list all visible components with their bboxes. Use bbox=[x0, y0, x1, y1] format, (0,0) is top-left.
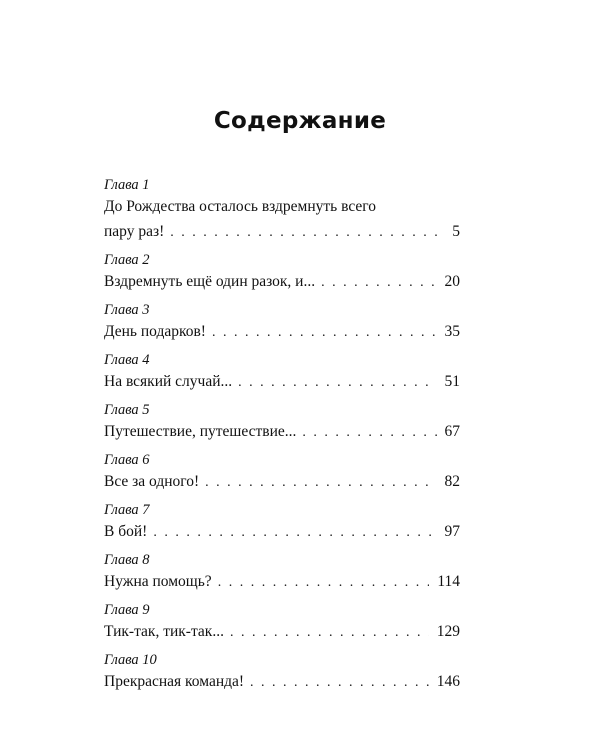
chapter-title: На всякий случай... bbox=[104, 373, 233, 390]
page-title: Содержание bbox=[213, 108, 387, 134]
chapter-title: В бой! bbox=[104, 523, 148, 540]
toc-line bbox=[104, 320, 460, 344]
chapter-label: Глава 8 bbox=[104, 552, 150, 568]
chapter-title: Прекрасная команда! bbox=[104, 673, 245, 690]
page-number: 67 bbox=[444, 423, 460, 440]
chapter-title: До Рождества осталось вздремнуть всего bbox=[104, 198, 377, 215]
chapter-label: Глава 2 bbox=[104, 252, 150, 268]
page-number: 97 bbox=[444, 523, 460, 540]
dot-leader bbox=[302, 421, 436, 445]
table-of-contents bbox=[104, 176, 460, 701]
page-number: 146 bbox=[436, 673, 460, 690]
page-number: 114 bbox=[437, 573, 460, 590]
toc-entry-8 bbox=[104, 551, 460, 601]
dot-leader bbox=[170, 221, 444, 245]
dot-leader bbox=[321, 271, 436, 295]
toc-entry-2 bbox=[104, 251, 460, 301]
toc-line bbox=[104, 420, 460, 444]
page-number: 20 bbox=[444, 273, 460, 290]
toc-line bbox=[104, 370, 460, 394]
page-number: 35 bbox=[444, 323, 460, 340]
dot-leader bbox=[153, 521, 436, 545]
chapter-title: Нужна помощь? bbox=[104, 573, 212, 590]
page-number: 129 bbox=[436, 623, 460, 640]
toc-title-line bbox=[104, 195, 460, 220]
chapter-label: Глава 9 bbox=[104, 602, 150, 618]
chapter-title: Путешествие, путешествие... bbox=[104, 423, 297, 440]
dot-leader bbox=[230, 621, 429, 645]
toc-line bbox=[104, 220, 460, 244]
toc-line bbox=[104, 670, 460, 694]
toc-line bbox=[104, 270, 460, 294]
toc-entry-4 bbox=[104, 351, 460, 401]
toc-entry-1 bbox=[104, 176, 460, 251]
chapter-label: Глава 5 bbox=[104, 402, 150, 418]
toc-line bbox=[104, 570, 460, 594]
toc-entry-5 bbox=[104, 401, 460, 451]
chapter-label: Глава 10 bbox=[104, 652, 157, 668]
chapter-label: Глава 4 bbox=[104, 352, 150, 368]
toc-line bbox=[104, 520, 460, 544]
chapter-title: Все за одного! bbox=[104, 473, 200, 490]
chapter-title: Вздремнуть ещё один разок, и... bbox=[104, 273, 316, 290]
toc-entry-6 bbox=[104, 451, 460, 501]
toc-entry-10 bbox=[104, 651, 460, 701]
dot-leader bbox=[250, 671, 429, 695]
page-number: 82 bbox=[444, 473, 460, 490]
toc-entry-9 bbox=[104, 601, 460, 651]
chapter-label: Глава 1 bbox=[104, 177, 150, 193]
toc-entry-7 bbox=[104, 501, 460, 551]
dot-leader bbox=[218, 571, 430, 595]
chapter-label: Глава 6 bbox=[104, 452, 150, 468]
toc-line bbox=[104, 620, 460, 644]
chapter-title: День подарков! bbox=[104, 323, 206, 340]
chapter-title: Тик-так, тик-так... bbox=[104, 623, 224, 640]
chapter-label: Глава 3 bbox=[104, 302, 150, 318]
page-number: 51 bbox=[444, 373, 460, 390]
dot-leader bbox=[212, 321, 437, 345]
dot-leader bbox=[238, 371, 436, 395]
toc-line bbox=[104, 470, 460, 494]
chapter-label: Глава 7 bbox=[104, 502, 150, 518]
toc-entry-3 bbox=[104, 301, 460, 351]
dot-leader bbox=[205, 471, 436, 495]
chapter-title: пару раз! bbox=[104, 223, 165, 240]
page-number: 5 bbox=[452, 223, 460, 240]
